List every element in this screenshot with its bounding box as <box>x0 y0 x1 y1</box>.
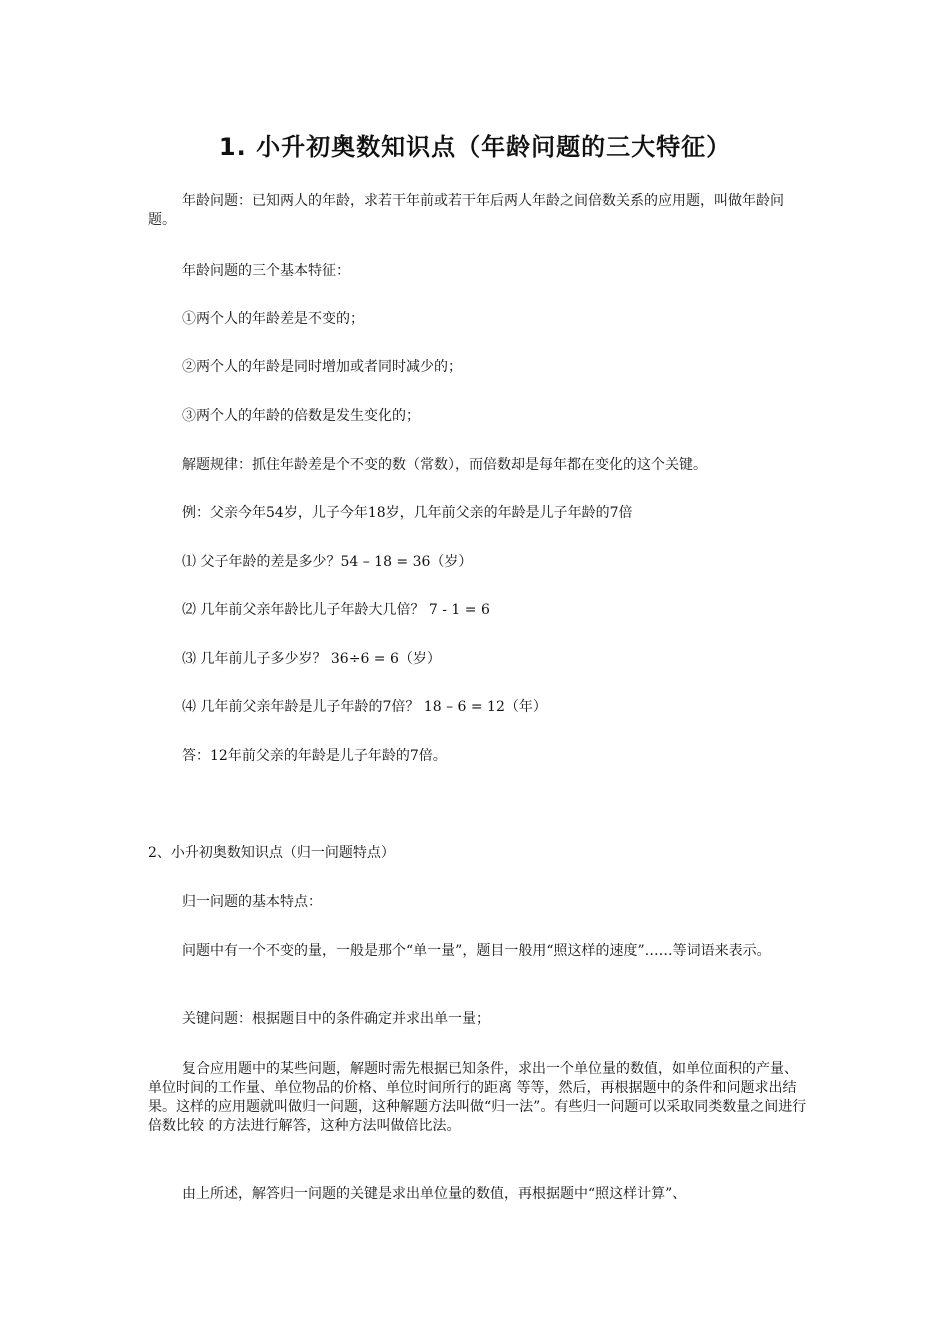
age-features-heading: 年龄问题的三个基本特征： <box>182 263 350 279</box>
example-step-2: ⑵ 几年前父亲年龄比儿子年龄大几倍？ 7 - 1 = 6 <box>182 602 490 618</box>
unit-feature-text: 问题中有一个不变的量，一般是那个“单一量”，题目一般用“照这样的速度”……等词语来表示。 <box>182 943 771 959</box>
section-2-title: 2、小升初奥数知识点（归一问题特点） <box>148 845 395 861</box>
age-feature-1: ①两个人的年龄差是不变的； <box>182 311 364 327</box>
summary-line: 由上所述，解答归一问题的关键是求出单位量的数值，再根据题中“照这样计算”、 <box>182 1186 687 1202</box>
example-step-1: ⑴ 父子年龄的差是多少？54 – 18 = 36（岁） <box>182 554 473 570</box>
example-step-3: ⑶ 几年前儿子多少岁？ 36÷6 = 6（岁） <box>182 651 441 667</box>
age-problem-definition: 年龄问题：已知两人的年龄，求若干年前或若干年后两人年龄之间倍数关系的应用题，叫做年龄问题。 <box>148 193 784 228</box>
example-problem: 例：父亲今年54岁，儿子今年18岁，几年前父亲的年龄是儿子年龄的7倍 <box>182 505 633 521</box>
solving-rule: 解题规律：抓住年龄差是个不变的数（常数），而倍数却是每年都在变化的这个关键。 <box>182 457 707 473</box>
unit-method-paragraph: 复合应用题中的某些问题，解题时需先根据已知条件，求出一个单位量的数值，如单位面积的产量、单位时间的工作量、单位物品的价格、单位时间所行的距离 等等，然后，再根据题中的条件和问题求出结果。这样的应用题就叫做归一问题，这种解题方法叫做“归一法”。有些归一问题可以采取同类数量之间进行倍数比较 的方法进行解答，这种方法叫做倍比法。 <box>148 1061 807 1134</box>
section-1-title: 1. 小升初奥数知识点（年龄问题的三大特征） <box>218 133 732 161</box>
example-step-4: ⑷ 几年前父亲年龄是儿子年龄的7倍？ 18 – 6 = 12（年） <box>182 699 547 715</box>
key-problem: 关键问题：根据题目中的条件确定并求出单一量； <box>182 1011 490 1027</box>
example-answer: 答：12年前父亲的年龄是儿子年龄的7倍。 <box>182 748 447 764</box>
unit-features-heading: 归一问题的基本特点： <box>182 894 322 910</box>
age-feature-2: ②两个人的年龄是同时增加或者同时减少的； <box>182 359 462 375</box>
age-feature-3: ③两个人的年龄的倍数是发生变化的； <box>182 408 420 424</box>
